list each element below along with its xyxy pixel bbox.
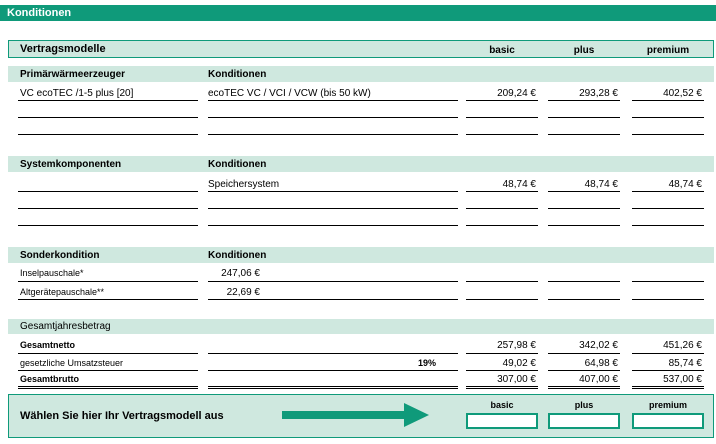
double-divider (466, 386, 538, 389)
sonder-header (8, 247, 714, 263)
double-divider (208, 386, 458, 389)
divider (18, 191, 198, 192)
divider (632, 100, 704, 101)
system-heading: Systemkomponenten (20, 159, 122, 170)
option-plus-label: plus (574, 400, 594, 410)
col-basic-header: basic (489, 45, 515, 56)
divider (208, 134, 458, 135)
ust-plus: 64,98 € (584, 358, 618, 369)
divider (18, 370, 198, 371)
divider (18, 225, 198, 226)
ust-rate: 19% (417, 358, 436, 368)
divider (18, 299, 198, 300)
primaer-row1-cond: ecoTEC VC / VCI / VCW (bis 50 kW) (208, 88, 371, 99)
primaer-cond-heading: Konditionen (208, 69, 267, 80)
ust-label: gesetzliche Umsatzsteuer (20, 358, 124, 368)
divider (632, 299, 704, 300)
divider (208, 353, 458, 354)
divider (466, 370, 538, 371)
divider (208, 225, 458, 226)
divider (466, 353, 538, 354)
select-basic-box[interactable] (466, 413, 538, 429)
option-basic-label: basic (490, 400, 514, 410)
gesamtbrutto-premium: 537,00 € (663, 374, 702, 385)
divider (632, 225, 704, 226)
gesamtnetto-plus: 342,02 € (579, 340, 618, 351)
select-plus-box[interactable] (548, 413, 620, 429)
sonder-cond-heading: Konditionen (208, 250, 267, 261)
double-divider (632, 386, 704, 389)
divider (208, 191, 458, 192)
system-row1-plus: 48,74 € (584, 179, 618, 190)
vertragsmodelle-label: Vertragsmodelle (20, 43, 106, 55)
gesamtbrutto-label: Gesamtbrutto (20, 374, 80, 384)
divider (466, 117, 538, 118)
divider (632, 281, 704, 282)
divider (632, 117, 704, 118)
divider (208, 281, 458, 282)
gesamtnetto-label: Gesamtnetto (20, 340, 76, 350)
divider (632, 208, 704, 209)
divider (548, 208, 620, 209)
col-premium-header: premium (646, 45, 690, 56)
divider (548, 117, 620, 118)
divider (466, 134, 538, 135)
divider (18, 353, 198, 354)
selection-label: Wählen Sie hier Ihr Vertragsmodell aus (20, 410, 224, 422)
gesamtbrutto-basic: 307,00 € (497, 374, 536, 385)
double-divider (18, 386, 198, 389)
divider (632, 370, 704, 371)
divider (548, 299, 620, 300)
sonder-row1-name: Inselpauschale* (20, 268, 84, 278)
divider (18, 208, 198, 209)
divider (548, 191, 620, 192)
divider (208, 100, 458, 101)
sonder-row2-value: 22,69 € (226, 287, 260, 298)
gesamtnetto-premium: 451,26 € (663, 340, 702, 351)
system-row1-basic: 48,74 € (502, 179, 536, 190)
sonder-row2-name: Altgerätepauschale** (20, 287, 105, 297)
system-row1-premium: 48,74 € (668, 179, 702, 190)
gesamt-header (8, 319, 714, 334)
primaer-heading: Primärwärmeerzeuger (20, 69, 126, 80)
divider (466, 225, 538, 226)
divider (208, 370, 458, 371)
arrow-right-icon (282, 403, 432, 427)
gesamt-heading: Gesamtjahresbetrag (20, 321, 111, 332)
divider (208, 299, 458, 300)
divider (632, 353, 704, 354)
primaer-row1-name: VC ecoTEC /1-5 plus [20] (20, 88, 134, 99)
divider (466, 299, 538, 300)
double-divider (548, 386, 620, 389)
ust-premium: 85,74 € (668, 358, 702, 369)
divider (18, 281, 198, 282)
primaer-row1-premium: 402,52 € (663, 88, 702, 99)
divider (548, 281, 620, 282)
primaer-row1-plus: 293,28 € (579, 88, 618, 99)
divider (632, 134, 704, 135)
gesamtbrutto-plus: 407,00 € (579, 374, 618, 385)
col-plus-header: plus (573, 45, 595, 56)
divider (548, 100, 620, 101)
divider (548, 225, 620, 226)
system-cond-heading: Konditionen (208, 159, 267, 170)
option-premium-label: premium (648, 400, 687, 410)
divider (18, 100, 198, 101)
divider (548, 134, 620, 135)
divider (18, 134, 198, 135)
divider (548, 353, 620, 354)
divider (208, 117, 458, 118)
divider (466, 281, 538, 282)
divider (466, 191, 538, 192)
sonder-heading: Sonderkondition (20, 250, 100, 261)
gesamtnetto-basic: 257,98 € (497, 340, 536, 351)
primaer-row1-basic: 209,24 € (497, 88, 536, 99)
divider (632, 191, 704, 192)
ust-basic: 49,02 € (502, 358, 536, 369)
divider (208, 208, 458, 209)
divider (548, 370, 620, 371)
page-title: Konditionen (7, 7, 72, 19)
divider (466, 100, 538, 101)
select-premium-box[interactable] (632, 413, 704, 429)
sonder-row1-value: 247,06 € (221, 268, 260, 279)
divider (466, 208, 538, 209)
system-row1-cond: Speichersystem (208, 179, 280, 190)
title-bar (0, 5, 716, 21)
divider (18, 117, 198, 118)
